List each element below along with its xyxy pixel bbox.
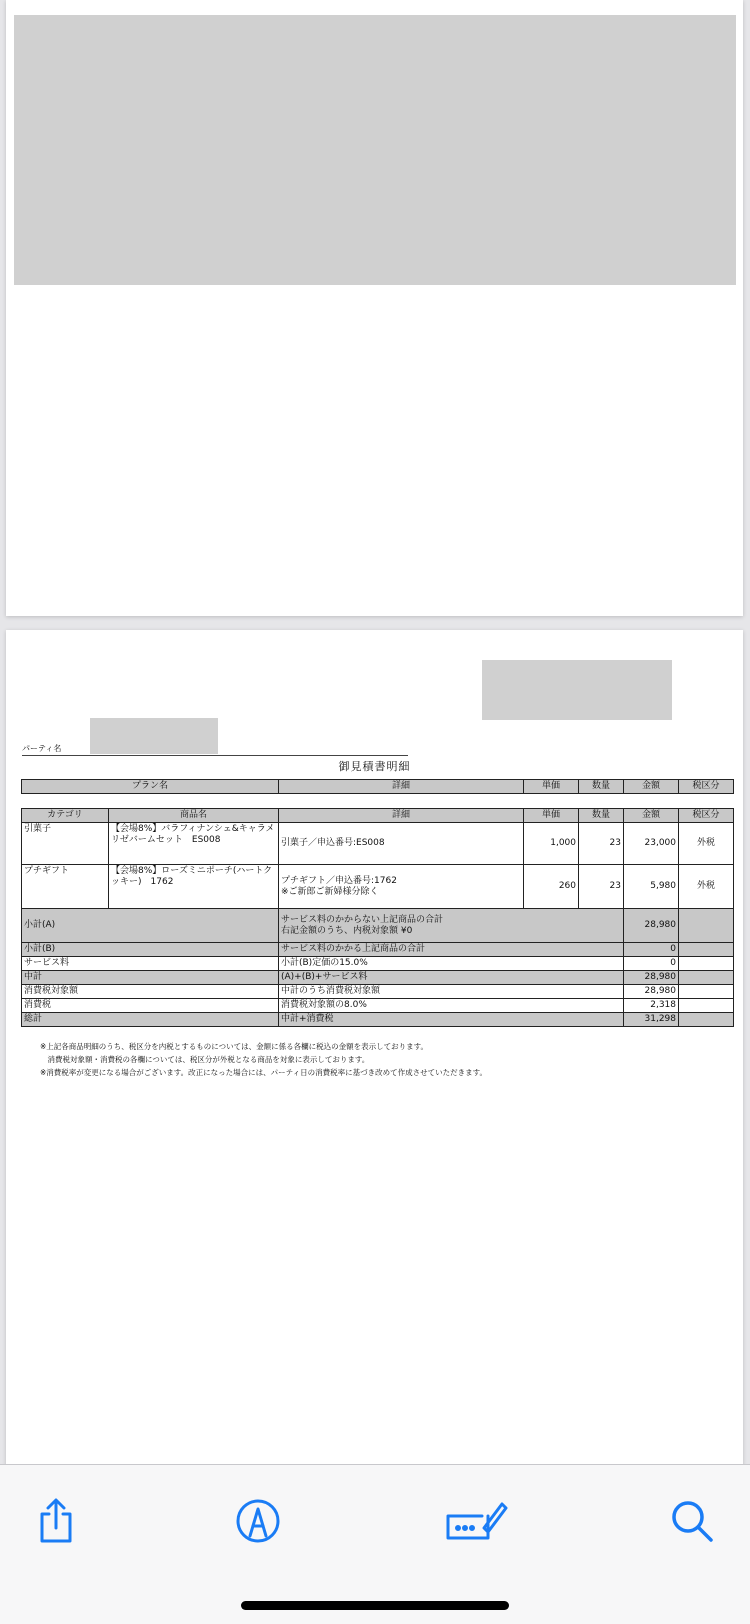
summary-label: 消費税対象額 xyxy=(22,985,279,999)
summary-row xyxy=(22,957,734,971)
row-amount: 5,980 xyxy=(624,865,679,909)
footnotes xyxy=(40,1040,487,1079)
plan-table xyxy=(21,779,734,794)
row-tax-type: 外税 xyxy=(679,865,734,909)
row-detail: プチギフト／申込番号:1762 ※ご新郎ご新婦様分除く xyxy=(279,865,524,909)
summary-empty xyxy=(679,1013,734,1027)
subtotal-a-empty xyxy=(679,909,734,943)
share-icon[interactable] xyxy=(30,1495,82,1547)
summary-value: 2,318 xyxy=(624,999,679,1013)
qty-col-header: 数量 xyxy=(579,780,624,794)
signature-icon[interactable] xyxy=(444,1495,508,1547)
row-qty: 23 xyxy=(579,865,624,909)
unit-price-col-header: 単価 xyxy=(524,809,579,823)
footnote: 消費税対象額・消費税の各欄については、税区分が外税となる商品を対象に表示しております。 xyxy=(40,1055,370,1064)
plan-col-header: プラン名 xyxy=(22,780,279,794)
amount-col-header: 金額 xyxy=(624,809,679,823)
summary-value: 0 xyxy=(624,957,679,971)
summary-description: 小計(B)定価の15.0% xyxy=(279,957,624,971)
table-row xyxy=(22,823,734,865)
summary-value: 0 xyxy=(624,943,679,957)
product-col-header: 商品名 xyxy=(109,809,279,823)
detail-col-header: 詳細 xyxy=(279,780,524,794)
redacted-block xyxy=(14,15,736,285)
unit-price-col-header: 単価 xyxy=(524,780,579,794)
table-row xyxy=(22,865,734,909)
row-qty: 23 xyxy=(579,823,624,865)
items-table xyxy=(21,808,734,1027)
category-col-header: カテゴリ xyxy=(22,809,109,823)
row-detail: 引菓子／申込番号:ES008 xyxy=(279,823,524,865)
home-indicator[interactable] xyxy=(241,1601,509,1610)
redacted-block xyxy=(482,660,672,720)
row-product-name: 【会場8%】バラフィナンシェ&キャラメリゼバームセット ES008 xyxy=(109,823,279,865)
row-unit-price: 260 xyxy=(524,865,579,909)
detail-col-header: 詳細 xyxy=(279,809,524,823)
summary-row xyxy=(22,971,734,985)
plan-table-header xyxy=(22,780,734,794)
summary-label: 小計(B) xyxy=(22,943,279,957)
summary-value: 28,980 xyxy=(624,971,679,985)
summary-label: 消費税 xyxy=(22,999,279,1013)
markup-icon[interactable] xyxy=(232,1495,284,1547)
summary-value: 28,980 xyxy=(624,985,679,999)
summary-description: 中計のうち消費税対象額 xyxy=(279,985,624,999)
summary-row xyxy=(22,985,734,999)
summary-empty xyxy=(679,957,734,971)
summary-empty xyxy=(679,943,734,957)
qty-col-header: 数量 xyxy=(579,809,624,823)
row-tax-type: 外税 xyxy=(679,823,734,865)
summary-label: 中計 xyxy=(22,971,279,985)
summary-row xyxy=(22,999,734,1013)
document-page-1 xyxy=(6,0,743,616)
subtotal-a-label: 小計(A) xyxy=(22,909,279,943)
row-product-name: 【会場8%】ローズミニポーチ(ハートクッキー) 1762 xyxy=(109,865,279,909)
search-icon[interactable] xyxy=(666,1495,718,1547)
footnote: ※上記各商品明細のうち、税区分を内税とするものについては、金額に係る各欄に税込の金額を表示しております。 xyxy=(40,1042,429,1051)
subtotal-a-description: サービス料のかからない上記商品の合計 右記金額のうち、内税対象額 ¥0 xyxy=(279,909,624,943)
summary-empty xyxy=(679,985,734,999)
redacted-party-name xyxy=(90,718,218,754)
summary-description: (A)+(B)+サービス料 xyxy=(279,971,624,985)
summary-row xyxy=(22,943,734,957)
tax-col-header: 税区分 xyxy=(679,809,734,823)
summary-row xyxy=(22,1013,734,1027)
row-unit-price: 1,000 xyxy=(524,823,579,865)
tax-col-header: 税区分 xyxy=(679,780,734,794)
subtotal-a-value: 28,980 xyxy=(624,909,679,943)
row-category: 引菓子 xyxy=(22,823,109,865)
summary-description: サービス料のかかる上記商品の合計 xyxy=(279,943,624,957)
bottom-toolbar xyxy=(0,1464,750,1624)
document-title: 御見積書明細 xyxy=(338,760,411,773)
footnote: ※消費税率が変更になる場合がございます。改正になった場合には、パーティ日の消費税率に基づき改めて作成させていただきます。 xyxy=(40,1068,487,1077)
summary-label: サービス料 xyxy=(22,957,279,971)
summary-value: 31,298 xyxy=(624,1013,679,1027)
row-category: プチギフト xyxy=(22,865,109,909)
summary-description: 消費税対象額の8.0% xyxy=(279,999,624,1013)
summary-empty xyxy=(679,971,734,985)
party-name-label: パーティ名 xyxy=(22,744,62,753)
summary-description: 中計+消費税 xyxy=(279,1013,624,1027)
items-table-header xyxy=(22,809,734,823)
summary-label: 総計 xyxy=(22,1013,279,1027)
amount-col-header: 金額 xyxy=(624,780,679,794)
summary-empty xyxy=(679,999,734,1013)
row-amount: 23,000 xyxy=(624,823,679,865)
subtotal-a-row xyxy=(22,909,734,943)
